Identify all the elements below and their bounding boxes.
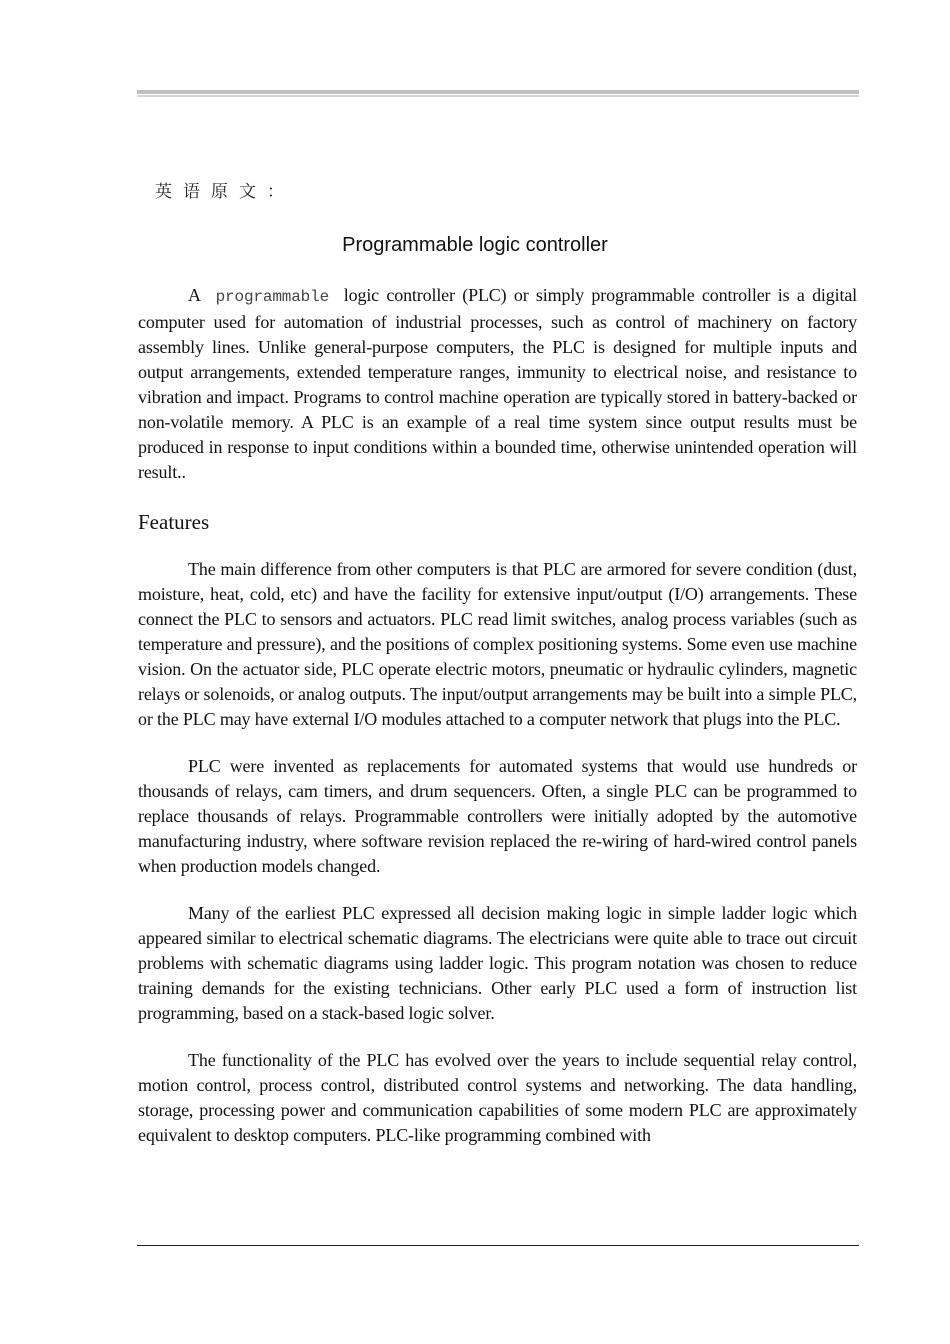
document-title: Programmable logic controller: [342, 234, 608, 256]
header-rule-thin: [137, 95, 859, 97]
features-paragraph: Many of the earliest PLC expressed all decision making logic in simple ladder logic which appeared similar to electrical schematic diagrams. The electricians were quite able to trace out circuit problems with schematic diagrams using ladder logic. This program notation was chosen to reduce training demands for the existing technicians. Other early PLC used a form of instruction list programming, based on a stack-based logic solver.: [138, 903, 857, 1023]
intro-paragraph: [138, 283, 857, 485]
chinese-label: 英语原文：: [155, 182, 295, 202]
header-rule: [137, 90, 859, 97]
section-heading-features: Features: [138, 510, 210, 534]
intro-code-word: programmable: [215, 288, 330, 306]
features-paragraph: The functionality of the PLC has evolved over the years to include sequential relay control, motion control, process control, distributed control systems and networking. The data handling, storage, processing power and communication capabilities of some modern PLC are approximately equivalent to desktop computers. PLC-like programming combined with: [138, 1050, 857, 1145]
features-paragraph: The main difference from other computers is that PLC are armored for severe condition (dust, moisture, heat, cold, etc) and have the facility for extensive input/output (I/O) arrangements. These connect the PLC to sensors and actuators. PLC read limit switches, analog process variables (such as temperature and pressure), and the positions of complex positioning systems. Some even use machine vision. On the actuator side, PLC operate electric motors, pneumatic or hydraulic cylinders, magnetic relays or solenoids, or analog outputs. The input/output arrangements may be built into a simple PLC, or the PLC may have external I/O modules attached to a computer network that plugs into the PLC.: [138, 559, 857, 729]
header-rule-thick: [137, 90, 859, 94]
intro-lead-word: A: [188, 285, 201, 305]
features-paragraph: PLC were invented as replacements for automated systems that would use hundreds or thousands of relays, cam timers, and drum sequencers. Often, a single PLC can be programmed to replace thousands of relays. Programmable controllers were initially adopted by the automotive manufacturing industry, where software revision replaced the re-wiring of hard-wired control panels when production models changed.: [138, 756, 857, 876]
footer-rule: [137, 1245, 859, 1246]
intro-rest: logic controller (PLC) or simply programmable controller is a digital computer used for automation of industrial processes, such as control of machinery on factory assembly lines. Unlike general-purpose computers, the PLC is designed for multiple inputs and output arrangements, extended temperature ranges, immunity to electrical noise, and resistance to vibration and impact. Programs to control machine operation are typically stored in battery-backed or non-volatile memory. A PLC is an example of a real time system since output results must be produced in response to input conditions within a bounded time, otherwise unintended operation will result..: [138, 285, 858, 482]
document-body: [138, 283, 857, 1170]
